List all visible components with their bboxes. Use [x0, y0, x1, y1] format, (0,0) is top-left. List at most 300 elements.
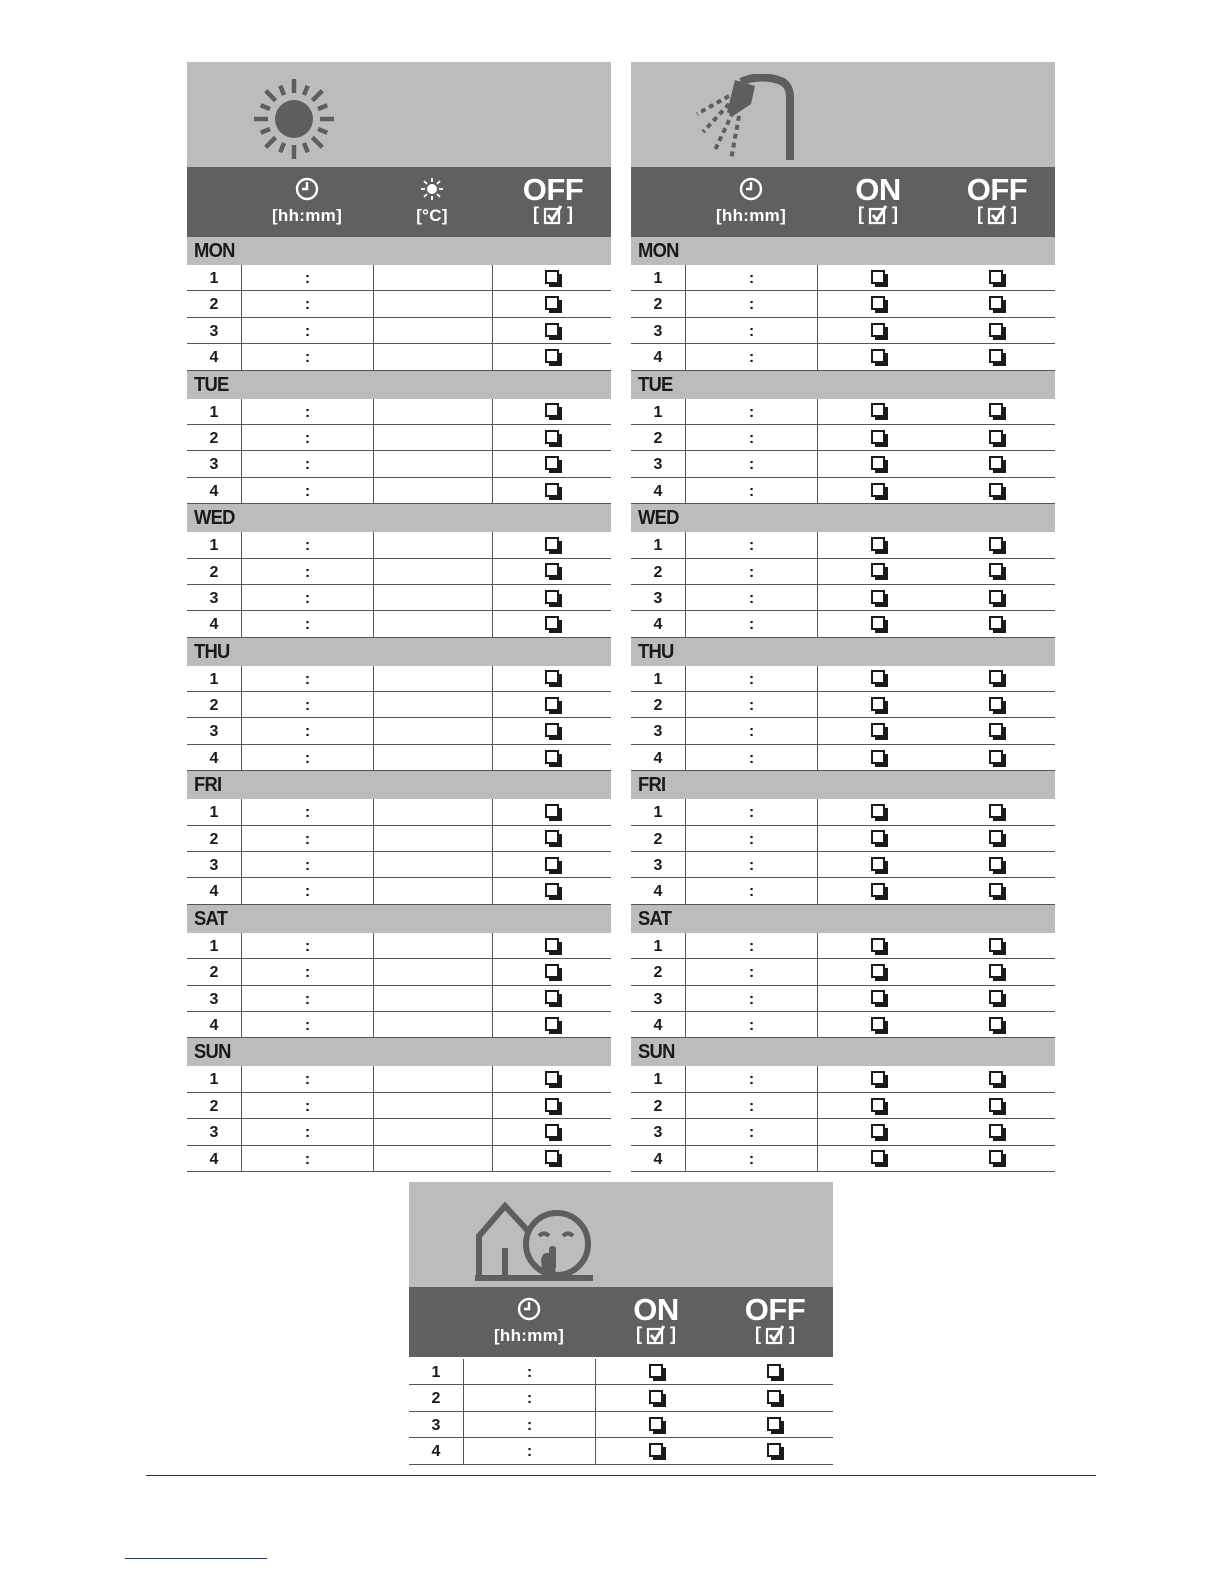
time-field[interactable]: :	[685, 826, 817, 851]
time-field[interactable]: :	[241, 532, 373, 557]
schedule-row	[187, 425, 611, 451]
on-checkbox[interactable]	[871, 804, 885, 818]
off-checkbox[interactable]	[989, 883, 1003, 897]
on-checkbox[interactable]	[649, 1390, 663, 1404]
day-label: MON	[194, 240, 235, 262]
temperature-field[interactable]	[373, 1119, 492, 1144]
temperature-field[interactable]	[373, 1146, 492, 1171]
time-field[interactable]: :	[241, 986, 373, 1011]
off-checkbox[interactable]	[545, 670, 559, 684]
on-column-header	[828, 167, 928, 237]
off-checkbox[interactable]	[767, 1364, 781, 1378]
off-checkbox[interactable]	[989, 938, 1003, 952]
time-field[interactable]: :	[685, 399, 817, 424]
day-band-wed	[187, 504, 611, 532]
off-checkbox[interactable]	[545, 697, 559, 711]
schedule-row	[631, 745, 1055, 771]
time-field[interactable]: :	[685, 291, 817, 316]
bracket-open: [	[858, 204, 864, 224]
on-checkbox[interactable]	[871, 323, 885, 337]
off-checkbox[interactable]	[545, 349, 559, 363]
off-checkbox[interactable]	[545, 1071, 559, 1085]
off-checkbox[interactable]	[545, 616, 559, 630]
time-field[interactable]: :	[241, 718, 373, 743]
schedule-row	[631, 478, 1055, 504]
off-checkbox[interactable]	[545, 403, 559, 417]
temperature-field[interactable]	[373, 425, 492, 450]
time-field[interactable]: :	[241, 878, 373, 903]
slot-number: 1	[209, 270, 219, 287]
checked-box-icon	[868, 205, 888, 225]
off-checkbox[interactable]	[989, 1071, 1003, 1085]
on-checkbox[interactable]	[871, 857, 885, 871]
time-field[interactable]: :	[241, 852, 373, 877]
off-checkbox-cell	[937, 799, 1055, 824]
temp-unit-label: [°C]	[416, 206, 448, 225]
slot-number: 2	[653, 296, 663, 314]
time-field[interactable]: :	[241, 1093, 373, 1118]
schedule-row	[187, 959, 611, 985]
off-checkbox[interactable]	[545, 483, 559, 497]
off-checkbox[interactable]	[989, 1017, 1003, 1031]
off-checkbox[interactable]	[989, 697, 1003, 711]
time-field[interactable]: :	[241, 666, 373, 691]
schedule-row	[631, 318, 1055, 344]
off-checkbox[interactable]	[989, 804, 1003, 818]
sun-ray	[312, 91, 322, 101]
off-checkbox[interactable]	[545, 804, 559, 818]
on-checkbox-cell	[817, 344, 937, 369]
on-checkbox-cell	[817, 318, 937, 343]
on-checkbox-cell	[817, 451, 937, 476]
off-checkbox[interactable]	[989, 964, 1003, 978]
time-field[interactable]: :	[241, 478, 373, 503]
time-field[interactable]: :	[685, 532, 817, 557]
on-checkbox[interactable]	[871, 537, 885, 551]
schedule-row	[187, 611, 611, 637]
temperature-field[interactable]	[373, 718, 492, 743]
heating-header	[187, 167, 611, 237]
time-unit-label: [hh:mm]	[271, 206, 343, 225]
slot-number: 1	[209, 537, 219, 555]
temperature-field[interactable]	[373, 611, 492, 636]
off-checkbox-cell	[937, 692, 1055, 717]
on-checkbox[interactable]	[871, 723, 885, 737]
schedule-row	[187, 399, 611, 425]
slot-number: 3	[653, 723, 663, 741]
off-checkbox[interactable]	[989, 616, 1003, 630]
off-checkbox[interactable]	[989, 750, 1003, 764]
checked-box-icon	[543, 205, 563, 225]
day-band-sat	[631, 905, 1055, 933]
temperature-field[interactable]	[373, 291, 492, 316]
day-label: THU	[638, 640, 674, 663]
time-field[interactable]: :	[241, 959, 373, 984]
off-checkbox[interactable]	[989, 323, 1003, 337]
on-checkbox-cell	[595, 1438, 715, 1463]
hot-water-schedule-panel	[631, 62, 1055, 1172]
time-field[interactable]: :	[685, 692, 817, 717]
time-field[interactable]: :	[685, 745, 817, 770]
off-checkbox-cell	[492, 559, 611, 584]
time-field[interactable]: :	[241, 799, 373, 824]
on-checkbox[interactable]	[871, 697, 885, 711]
slot-number: 2	[653, 964, 663, 982]
temperature-field[interactable]	[373, 826, 492, 851]
off-checkbox[interactable]	[545, 590, 559, 604]
time-field[interactable]: :	[685, 585, 817, 610]
time-field[interactable]: :	[241, 318, 373, 343]
on-checkbox[interactable]	[871, 1150, 885, 1164]
time-field[interactable]: :	[241, 399, 373, 424]
off-checkbox[interactable]	[545, 830, 559, 844]
slot-number: 1	[653, 403, 663, 421]
off-column-header	[725, 1287, 825, 1357]
off-checkbox-cell	[492, 959, 611, 984]
bracket-close: ]	[670, 1324, 676, 1344]
time-field[interactable]: :	[241, 425, 373, 450]
time-field[interactable]: :	[685, 878, 817, 903]
on-checkbox[interactable]	[871, 456, 885, 470]
slot-number: 3	[209, 857, 219, 875]
day-label: SUN	[638, 1041, 675, 1064]
time-field[interactable]: :	[241, 1146, 373, 1171]
schedule-row	[631, 959, 1055, 985]
day-label: WED	[638, 507, 679, 530]
on-checkbox[interactable]	[871, 990, 885, 1004]
on-checkbox[interactable]	[871, 1071, 885, 1085]
on-checkbox[interactable]	[871, 616, 885, 630]
temperature-field[interactable]	[373, 585, 492, 610]
slot-number: 1	[653, 270, 663, 287]
slot-number: 4	[653, 1150, 663, 1168]
time-field[interactable]: :	[241, 265, 373, 290]
time-field[interactable]: :	[241, 933, 373, 958]
off-checkbox[interactable]	[989, 563, 1003, 577]
temperature-field[interactable]	[373, 478, 492, 503]
off-checkbox-cell	[937, 425, 1055, 450]
temperature-field[interactable]	[373, 451, 492, 476]
on-checkbox-cell	[817, 826, 937, 851]
time-field[interactable]: :	[241, 745, 373, 770]
off-checkbox-cell	[937, 399, 1055, 424]
slot-number: 4	[209, 1016, 219, 1034]
time-field[interactable]: :	[241, 611, 373, 636]
slot-number: 2	[209, 429, 219, 447]
quiet-icon-area	[409, 1182, 833, 1287]
day-band-sun	[631, 1038, 1055, 1066]
off-checkbox-cell	[492, 344, 611, 369]
clock-icon	[295, 177, 319, 201]
schedule-row	[187, 718, 611, 744]
time-field[interactable]: :	[685, 1119, 817, 1144]
slot-number: 1	[653, 1071, 663, 1089]
time-field[interactable]: :	[685, 559, 817, 584]
time-field[interactable]: :	[241, 1119, 373, 1144]
on-label: ON	[855, 172, 901, 207]
slot-number: 1	[653, 804, 663, 822]
time-field[interactable]: :	[241, 585, 373, 610]
temperature-field[interactable]	[373, 1066, 492, 1091]
off-checkbox[interactable]	[545, 323, 559, 337]
off-checkbox[interactable]	[989, 590, 1003, 604]
time-field[interactable]: :	[241, 1066, 373, 1091]
schedule-row	[631, 826, 1055, 852]
schedule-row	[631, 799, 1055, 825]
schedule-row	[187, 318, 611, 344]
on-checkbox[interactable]	[649, 1364, 663, 1378]
time-field[interactable]: :	[685, 1093, 817, 1118]
time-field[interactable]: :	[685, 451, 817, 476]
schedule-row	[631, 425, 1055, 451]
on-checkbox[interactable]	[871, 349, 885, 363]
temperature-field[interactable]	[373, 399, 492, 424]
time-field[interactable]: :	[241, 692, 373, 717]
on-checkbox[interactable]	[871, 403, 885, 417]
day-label: TUE	[194, 373, 229, 396]
day-label: SAT	[638, 907, 672, 930]
on-checkbox[interactable]	[871, 563, 885, 577]
schedule-row	[631, 692, 1055, 718]
time-field[interactable]: :	[685, 959, 817, 984]
on-checkbox[interactable]	[871, 483, 885, 497]
temperature-field[interactable]	[373, 559, 492, 584]
schedule-row	[187, 852, 611, 878]
slot-number: 2	[209, 1097, 219, 1115]
off-checkbox[interactable]	[989, 830, 1003, 844]
time-field[interactable]: :	[241, 1012, 373, 1037]
slot-number: 3	[653, 589, 663, 607]
off-checkbox[interactable]	[989, 1098, 1003, 1112]
time-field[interactable]: :	[463, 1438, 595, 1463]
time-field[interactable]: :	[685, 852, 817, 877]
off-checkbox[interactable]	[989, 403, 1003, 417]
slot-number: 2	[653, 830, 663, 848]
on-checkbox[interactable]	[871, 830, 885, 844]
off-checkbox[interactable]	[545, 296, 559, 310]
time-field[interactable]: :	[463, 1412, 595, 1437]
temperature-field[interactable]	[373, 344, 492, 369]
off-checkbox[interactable]	[989, 270, 1003, 284]
slot-number: 4	[209, 349, 219, 367]
off-checkbox[interactable]	[545, 883, 559, 897]
time-field[interactable]: :	[685, 265, 817, 290]
on-checkbox-cell	[817, 291, 937, 316]
off-label: OFF	[522, 172, 584, 207]
off-checkbox[interactable]	[545, 456, 559, 470]
off-checkbox[interactable]	[545, 723, 559, 737]
heating-table	[187, 237, 611, 1172]
time-field[interactable]: :	[685, 1146, 817, 1171]
off-checkbox[interactable]	[989, 1124, 1003, 1138]
day-band-wed	[631, 504, 1055, 532]
temperature-field[interactable]	[373, 692, 492, 717]
off-checkbox[interactable]	[545, 270, 559, 284]
schedule-row	[631, 291, 1055, 317]
off-checkbox[interactable]	[767, 1390, 781, 1404]
on-checkbox-cell	[817, 878, 937, 903]
on-check-legend	[828, 204, 928, 225]
temperature-field[interactable]	[373, 265, 492, 290]
on-checkbox[interactable]	[649, 1443, 663, 1457]
on-checkbox[interactable]	[649, 1417, 663, 1431]
off-checkbox-cell	[937, 986, 1055, 1011]
quiet-mode-icon	[471, 1198, 595, 1282]
on-checkbox[interactable]	[871, 883, 885, 897]
on-checkbox[interactable]	[871, 1017, 885, 1031]
sun-ray	[266, 91, 276, 101]
temperature-field[interactable]	[373, 986, 492, 1011]
off-checkbox[interactable]	[545, 1017, 559, 1031]
off-checkbox[interactable]	[545, 430, 559, 444]
on-checkbox[interactable]	[871, 1124, 885, 1138]
time-unit-label: [hh:mm]	[715, 206, 787, 225]
time-field[interactable]: :	[685, 986, 817, 1011]
slot-number: 2	[209, 563, 219, 581]
time-field[interactable]: :	[463, 1385, 595, 1410]
on-checkbox[interactable]	[871, 270, 885, 284]
off-checkbox[interactable]	[989, 483, 1003, 497]
off-checkbox[interactable]	[545, 563, 559, 577]
day-label: TUE	[638, 373, 673, 396]
time-field[interactable]: :	[241, 451, 373, 476]
day-band-thu	[631, 638, 1055, 666]
time-field[interactable]: :	[685, 1066, 817, 1091]
off-checkbox[interactable]	[989, 430, 1003, 444]
off-checkbox-cell	[937, 451, 1055, 476]
slot-number: 2	[653, 429, 663, 447]
off-checkbox[interactable]	[545, 964, 559, 978]
off-checkbox[interactable]	[545, 1098, 559, 1112]
time-field[interactable]: :	[685, 611, 817, 636]
slot-number: 4	[209, 482, 219, 500]
day-band-tue	[631, 371, 1055, 399]
off-checkbox-cell	[492, 451, 611, 476]
slot-number: 3	[653, 857, 663, 875]
time-field[interactable]: :	[685, 666, 817, 691]
off-checkbox[interactable]	[989, 296, 1003, 310]
temperature-field[interactable]	[373, 745, 492, 770]
temperature-field[interactable]	[373, 959, 492, 984]
temperature-field[interactable]	[373, 878, 492, 903]
slot-number: 2	[209, 296, 219, 314]
time-field[interactable]: :	[241, 826, 373, 851]
temperature-field[interactable]	[373, 318, 492, 343]
schedule-row	[187, 799, 611, 825]
on-checkbox[interactable]	[871, 1098, 885, 1112]
off-checkbox-cell	[937, 478, 1055, 503]
off-checkbox[interactable]	[767, 1417, 781, 1431]
time-field[interactable]: :	[241, 291, 373, 316]
sun-ray	[261, 105, 270, 109]
schedule-row	[631, 532, 1055, 558]
heating-schedule-panel	[187, 62, 611, 1172]
on-checkbox-cell	[817, 585, 937, 610]
off-checkbox[interactable]	[989, 990, 1003, 1004]
on-checkbox[interactable]	[871, 430, 885, 444]
off-checkbox[interactable]	[989, 349, 1003, 363]
off-checkbox[interactable]	[989, 723, 1003, 737]
off-checkbox[interactable]	[545, 750, 559, 764]
schedule-row	[631, 986, 1055, 1012]
schedule-row	[187, 265, 611, 291]
schedule-row	[187, 291, 611, 317]
time-field[interactable]: :	[241, 344, 373, 369]
temperature-field[interactable]	[373, 933, 492, 958]
sun-ray	[318, 129, 327, 133]
off-checkbox[interactable]	[545, 938, 559, 952]
slot-number: 2	[653, 563, 663, 581]
off-checkbox[interactable]	[545, 1150, 559, 1164]
schedule-row	[631, 878, 1055, 904]
shower-icon	[693, 74, 797, 164]
time-field[interactable]: :	[685, 344, 817, 369]
off-checkbox[interactable]	[989, 537, 1003, 551]
schedule-row	[631, 585, 1055, 611]
schedule-row	[631, 399, 1055, 425]
schedule-row	[631, 1012, 1055, 1038]
on-checkbox[interactable]	[871, 938, 885, 952]
temperature-field[interactable]	[373, 532, 492, 557]
time-field[interactable]: :	[685, 799, 817, 824]
time-field[interactable]: :	[685, 718, 817, 743]
sun-icon	[251, 76, 337, 162]
temperature-field[interactable]	[373, 666, 492, 691]
schedule-row	[187, 1093, 611, 1119]
schedule-row	[631, 718, 1055, 744]
day-label: FRI	[194, 774, 222, 797]
time-field[interactable]: :	[685, 478, 817, 503]
time-field[interactable]: :	[241, 559, 373, 584]
on-checkbox-cell	[817, 559, 937, 584]
temperature-field[interactable]	[373, 1012, 492, 1037]
off-checkbox-cell	[937, 745, 1055, 770]
on-checkbox[interactable]	[871, 750, 885, 764]
slot-number: 4	[653, 749, 663, 767]
time-field[interactable]: :	[463, 1359, 595, 1384]
schedule-row	[187, 1146, 611, 1172]
on-checkbox[interactable]	[871, 964, 885, 978]
off-checkbox[interactable]	[545, 1124, 559, 1138]
on-checkbox[interactable]	[871, 296, 885, 310]
on-checkbox-cell	[817, 478, 937, 503]
temperature-field[interactable]	[373, 1093, 492, 1118]
off-checkbox[interactable]	[767, 1443, 781, 1457]
time-field[interactable]: :	[685, 933, 817, 958]
off-checkbox[interactable]	[545, 857, 559, 871]
off-checkbox[interactable]	[989, 456, 1003, 470]
off-checkbox[interactable]	[545, 990, 559, 1004]
off-checkbox-cell	[492, 1012, 611, 1037]
off-checkbox-cell	[937, 291, 1055, 316]
temperature-field[interactable]	[373, 852, 492, 877]
off-checkbox[interactable]	[989, 857, 1003, 871]
off-checkbox[interactable]	[989, 1150, 1003, 1164]
off-checkbox[interactable]	[545, 537, 559, 551]
time-field[interactable]: :	[685, 318, 817, 343]
time-field[interactable]: :	[685, 425, 817, 450]
temperature-field[interactable]	[373, 799, 492, 824]
off-check-legend	[725, 1324, 825, 1345]
on-checkbox-cell	[817, 852, 937, 877]
on-checkbox[interactable]	[871, 590, 885, 604]
off-checkbox-cell	[715, 1412, 833, 1437]
off-checkbox[interactable]	[989, 670, 1003, 684]
off-checkbox-cell	[937, 318, 1055, 343]
off-checkbox-cell	[492, 1066, 611, 1091]
on-checkbox[interactable]	[871, 670, 885, 684]
time-field[interactable]: :	[685, 1012, 817, 1037]
